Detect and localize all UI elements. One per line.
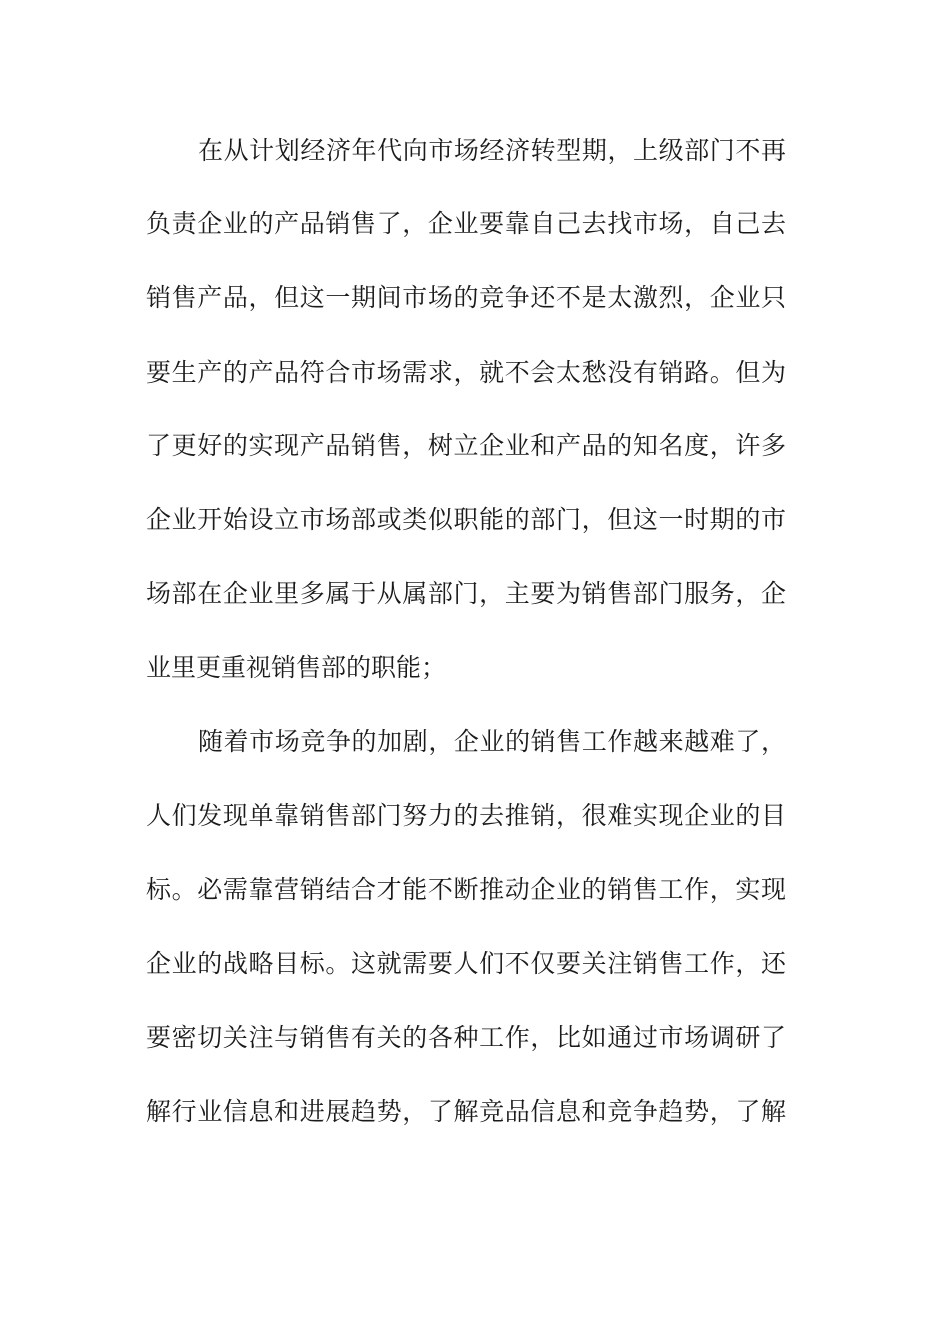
paragraph-line: 要生产的产品符合市场需求，就不会太愁没有销路。但为: [146, 358, 786, 387]
paragraph-line: 解行业信息和进展趋势，了解竞品信息和竞争趋势，了解: [146, 1097, 786, 1126]
paragraph-line: 随着市场竞争的加剧，企业的销售工作越来越难了，: [198, 727, 786, 756]
paragraph-line: 负责企业的产品销售了，企业要靠自己去找市场，自己去: [146, 209, 786, 238]
paragraph-line: 企业的战略目标。这就需要人们不仅要关注销售工作，还: [146, 949, 786, 978]
paragraph-line: 了更好的实现产品销售，树立企业和产品的知名度，许多: [146, 431, 786, 460]
paragraph-line: 场部在企业里多属于从属部门，主要为销售部门服务，企: [146, 579, 786, 608]
paragraph-line: 标。必需靠营销结合才能不断推动企业的销售工作，实现: [146, 875, 786, 904]
paragraph-line: 企业开始设立市场部或类似职能的部门，但这一时期的市: [146, 505, 786, 534]
paragraph-line: 人们发现单靠销售部门努力的去推销，很难实现企业的目: [146, 801, 786, 830]
paragraph-line: 销售产品，但这一期间市场的竞争还不是太激烈，企业只: [146, 283, 786, 312]
paragraph-line: 在从计划经济年代向市场经济转型期，上级部门不再: [198, 136, 786, 165]
paragraph-line: 业里更重视销售部的职能；: [146, 653, 447, 682]
paragraph-line: 要密切关注与销售有关的各种工作，比如通过市场调研了: [146, 1023, 786, 1052]
